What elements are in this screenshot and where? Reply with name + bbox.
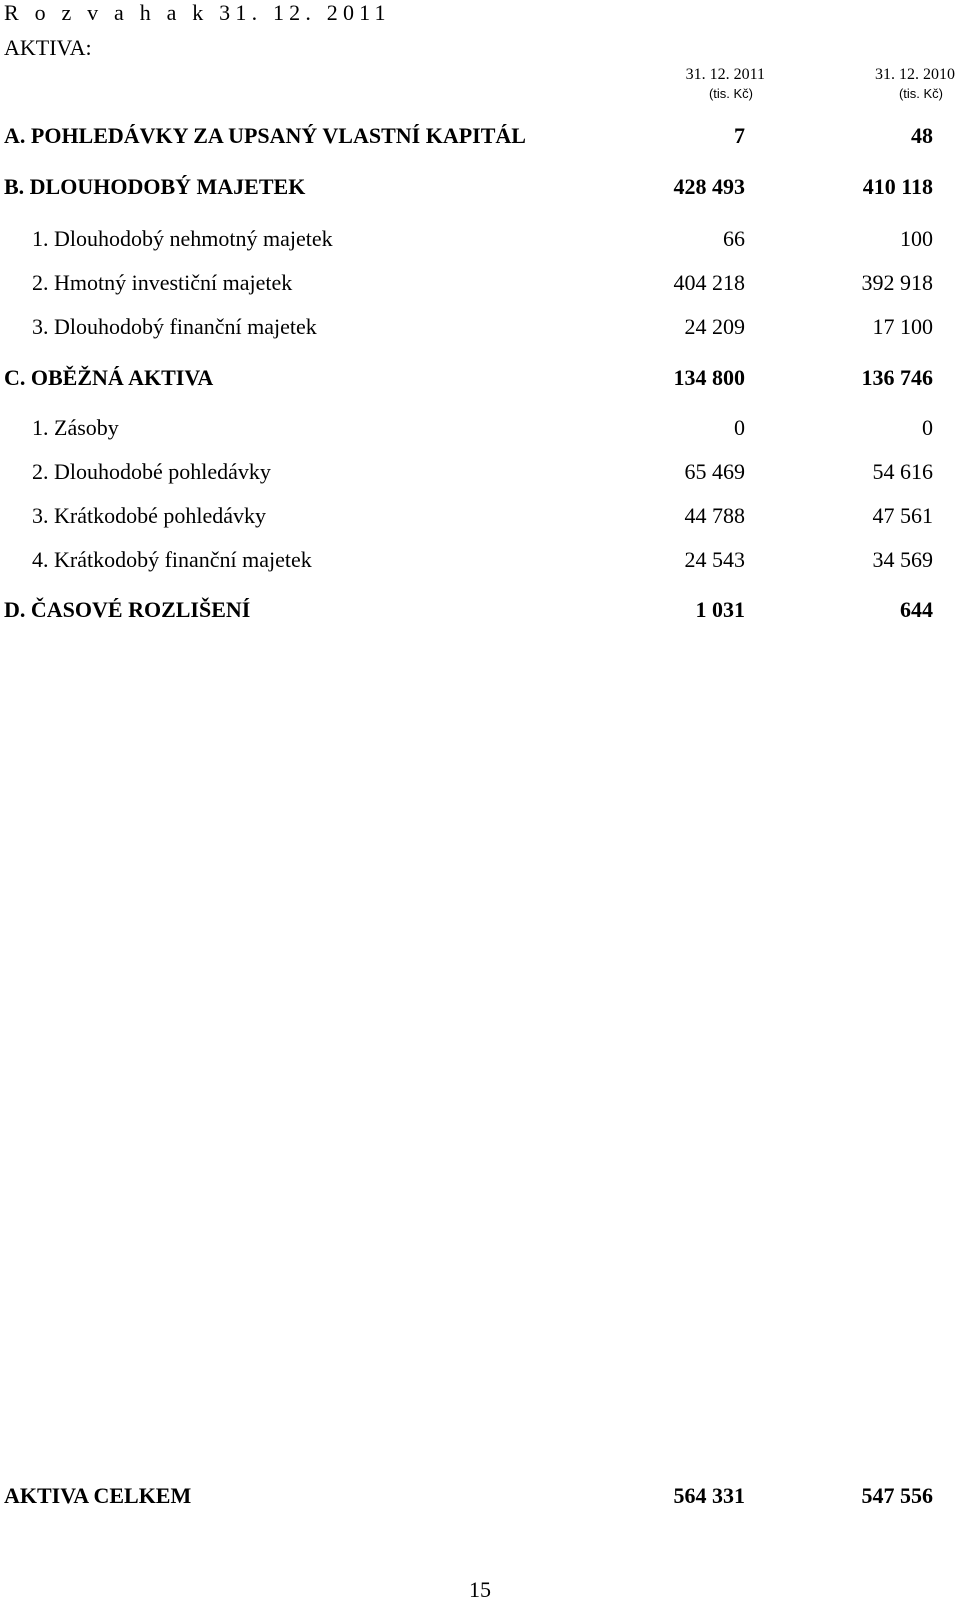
table-row-b2 bbox=[0, 270, 960, 296]
value-2010: 54 616 bbox=[872, 459, 933, 484]
row-label: D. ČASOVÉ ROZLIŠENÍ bbox=[4, 597, 251, 622]
value-2011: 44 788 bbox=[684, 503, 745, 528]
value-2011: 404 218 bbox=[673, 270, 745, 295]
value-2010: 392 918 bbox=[861, 270, 933, 295]
value-2011: 0 bbox=[734, 415, 745, 440]
value-2011: 134 800 bbox=[673, 365, 745, 390]
value-2011: 65 469 bbox=[684, 459, 745, 484]
value-2011: 428 493 bbox=[673, 174, 745, 199]
value-2010: 47 561 bbox=[872, 503, 933, 528]
value-2011: 7 bbox=[734, 123, 745, 148]
column-header-2010 bbox=[815, 65, 955, 103]
value-2010: 17 100 bbox=[872, 314, 933, 339]
column-date-2011: 31. 12. 2011 bbox=[685, 66, 765, 83]
table-row-b bbox=[0, 174, 960, 200]
table-row-b3 bbox=[0, 314, 960, 340]
table-row-total bbox=[0, 1483, 960, 1509]
value-2010: 0 bbox=[922, 415, 933, 440]
value-2011: 66 bbox=[723, 226, 745, 251]
value-2010: 34 569 bbox=[872, 547, 933, 572]
value-2010: 136 746 bbox=[861, 365, 933, 390]
table-row-d bbox=[0, 597, 960, 623]
value-2010: 410 118 bbox=[862, 174, 933, 199]
total-value-2011: 564 331 bbox=[673, 1483, 745, 1508]
table-row-c2 bbox=[0, 459, 960, 485]
value-2010: 100 bbox=[900, 226, 933, 251]
value-2011: 24 543 bbox=[684, 547, 745, 572]
section-heading: AKTIVA: bbox=[4, 35, 92, 60]
table-row-c4 bbox=[0, 547, 960, 573]
page-number: 15 bbox=[469, 1577, 491, 1602]
table-row-c3 bbox=[0, 503, 960, 529]
table-row-c1 bbox=[0, 415, 960, 441]
row-label: A. POHLEDÁVKY ZA UPSANÝ VLASTNÍ KAPITÁL bbox=[4, 123, 526, 148]
column-header-2011 bbox=[625, 65, 765, 103]
value-2010: 48 bbox=[911, 123, 933, 148]
row-label: B. DLOUHODOBÝ MAJETEK bbox=[4, 174, 306, 199]
row-label: 2. Dlouhodobé pohledávky bbox=[32, 459, 271, 484]
table-row-c bbox=[0, 365, 960, 391]
value-2011: 1 031 bbox=[695, 597, 745, 622]
value-2011: 24 209 bbox=[684, 314, 745, 339]
row-label: 3. Krátkodobé pohledávky bbox=[32, 503, 266, 528]
table-row-a bbox=[0, 123, 960, 149]
row-label: 1. Dlouhodobý nehmotný majetek bbox=[32, 226, 333, 251]
row-label: 1. Zásoby bbox=[32, 415, 119, 440]
row-label: C. OBĚŽNÁ AKTIVA bbox=[4, 365, 214, 390]
table-row-b1 bbox=[0, 226, 960, 252]
total-value-2010: 547 556 bbox=[861, 1483, 933, 1508]
column-unit-2011: (tis. Kč) bbox=[708, 86, 753, 101]
total-label: AKTIVA CELKEM bbox=[4, 1483, 192, 1508]
column-unit-2010: (tis. Kč) bbox=[898, 86, 943, 101]
column-date-2010: 31. 12. 2010 bbox=[875, 66, 955, 83]
row-label: 3. Dlouhodobý finanční majetek bbox=[32, 314, 317, 339]
row-label: 4. Krátkodobý finanční majetek bbox=[32, 547, 312, 572]
row-label: 2. Hmotný investiční majetek bbox=[32, 270, 293, 295]
document-title: R o z v a h a k 31. 12. 2011 bbox=[4, 0, 391, 25]
value-2010: 644 bbox=[900, 597, 933, 622]
